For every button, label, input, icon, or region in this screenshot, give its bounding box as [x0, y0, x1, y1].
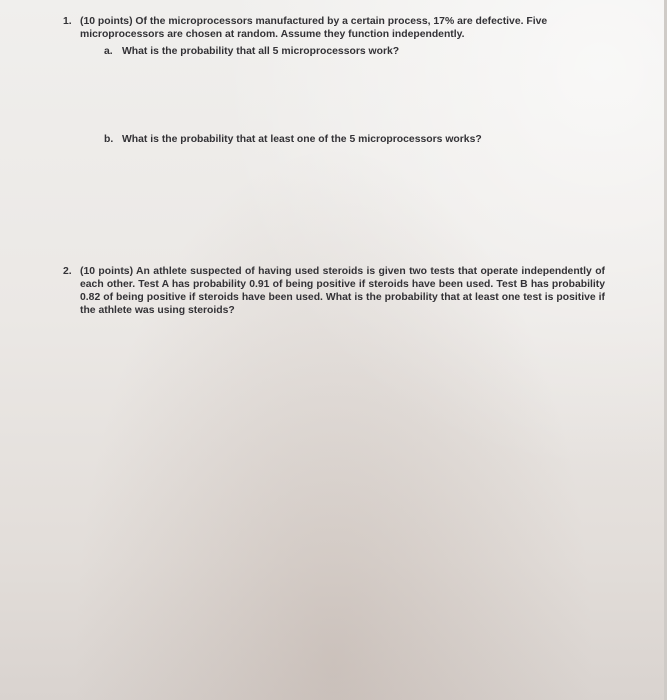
question-2-number: 2.: [63, 266, 72, 277]
question-1b-text: What is the probability that at least one of the 5 microprocessors works?: [122, 134, 482, 145]
question-1-text: (10 points) Of the microprocessors manufactured by a certain process, 17% are defective. Five microprocessors are chosen at random. Assume they function independently.: [80, 16, 548, 40]
question-1b-letter: b.: [104, 134, 114, 145]
question-1: [63, 15, 563, 41]
question-1a-text: What is the probability that all 5 microprocessors work?: [122, 46, 400, 57]
question-1-number: 1.: [63, 16, 72, 27]
question-2: [63, 265, 605, 317]
question-1a-letter: a.: [104, 46, 113, 57]
question-1a: [104, 45, 524, 58]
question-2-text: (10 points) An athlete suspected of having used steroids is given two tests that operate independently of each other. Test A has probability 0.91 of being positive if steroids have been used. Test B has probability 0.82 of being positive if steroids have been used. What is the probability that at least one test is positive if the athlete was using steroids?: [80, 266, 605, 316]
question-1b: [104, 133, 544, 146]
